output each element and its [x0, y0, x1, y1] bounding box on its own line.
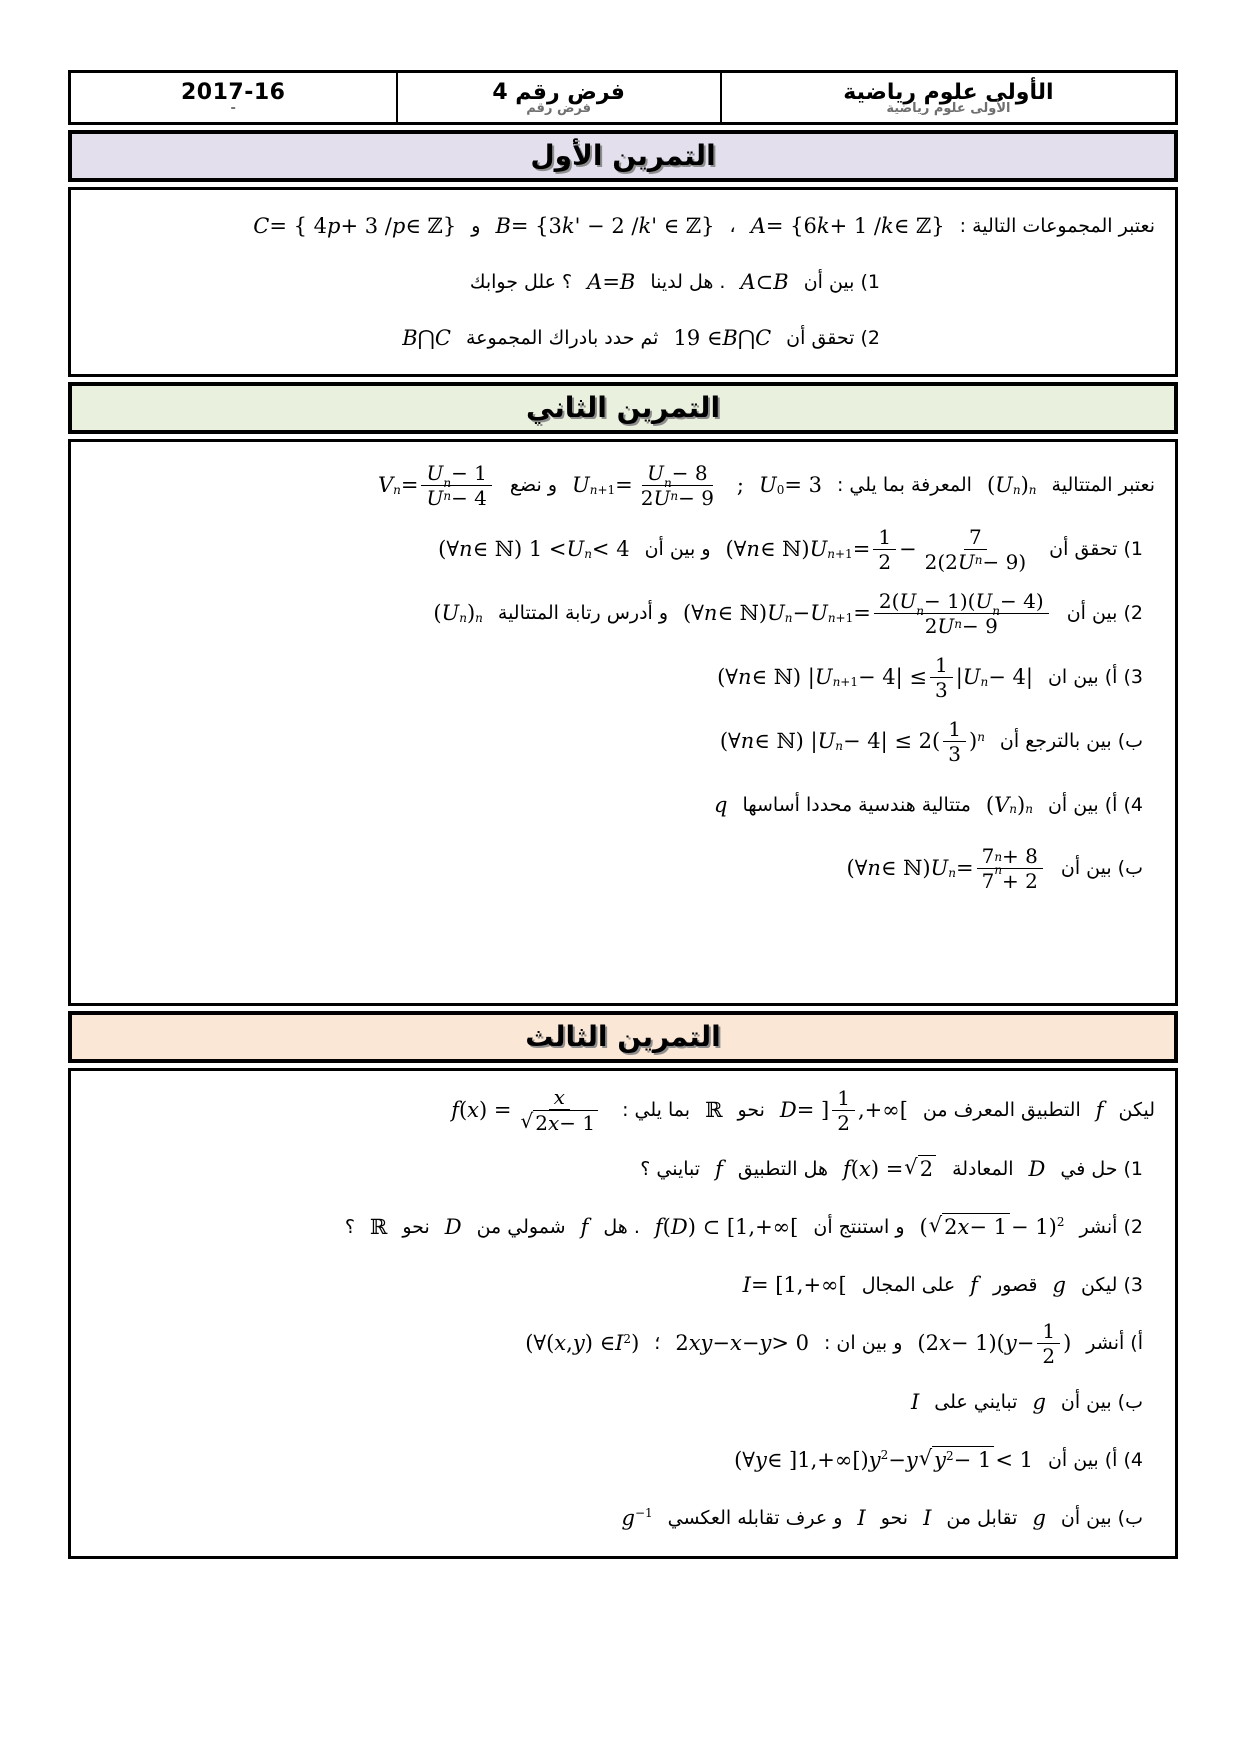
arabic-text: ب) بين أن	[1060, 1390, 1143, 1413]
arabic-text: على المجال	[861, 1273, 956, 1296]
arabic-text: ؟	[344, 1215, 355, 1238]
math-expression: B = {3 k ' − 2 / k ' ∈ ℤ}	[495, 213, 715, 238]
section-title-exercise-1: التمرين الأول	[530, 139, 716, 172]
math-expression: (∀( x , y ) ∈ I $^2$ )	[525, 1331, 640, 1356]
exam-title-shadow-text: فرض رقم	[526, 101, 592, 117]
arabic-text: بما يلي :	[622, 1098, 691, 1121]
math-expression: f	[970, 1272, 978, 1297]
math-expression: f ( x ) = √ 2	[843, 1155, 937, 1182]
arabic-text: أ) أنشر	[1086, 1332, 1143, 1355]
math-expression: g	[1052, 1272, 1066, 1297]
math-expression: (∀ n ∈ ℕ) U n − U n+1 = 2( U $_n$ − 1)( U $_n$ − 4) 2 U n − 9	[683, 589, 1052, 638]
math-expression: I = [1,+∞[	[742, 1272, 847, 1297]
arabic-text: تقابل من	[946, 1506, 1018, 1529]
math-expression: I	[857, 1505, 866, 1530]
exercise-2-body	[68, 439, 1178, 1006]
arabic-text: قصور	[992, 1273, 1038, 1296]
math-expression: V n = U $_n$ − 1 U n − 4	[378, 461, 495, 510]
math-expression: U n+1 = U $_n$ − 8 2 U n − 9	[572, 461, 714, 510]
math-expression: (∀ n ∈ ℕ) | U n+1 − 4| ≤ $\frac{1}{3}$ | U n − 4|	[717, 653, 1033, 702]
math-expression: (∀ n ∈ ℕ) U n+1 = $\frac{1}{2}$ − 7 2(2 U n − 9)	[725, 525, 1027, 574]
arabic-text: . هل	[603, 1215, 640, 1238]
arabic-text: شمولي من	[476, 1215, 566, 1238]
arabic-text: 1) بين أن	[803, 270, 880, 293]
year-shadow-text: -	[230, 101, 236, 117]
math-expression: q	[714, 792, 728, 817]
math-expression: f ( D ) ⊂ [1,+∞[	[654, 1214, 799, 1239]
arabic-text: و أدرس رتابة المتتالية	[497, 602, 669, 625]
arabic-text: تبايني على	[934, 1390, 1018, 1413]
arabic-text: متتالية هندسية محددا أساسها	[742, 793, 971, 816]
arabic-text: 2) أنشر	[1079, 1215, 1143, 1238]
year-text: 2017-16	[181, 79, 286, 105]
math-expression: ( √ 2 x − 1 − 1) $^2$	[919, 1213, 1065, 1240]
math-expression: (∀ n ∈ ℕ) 1 < U n < 4	[438, 537, 630, 562]
section-band-exercise-2	[68, 382, 1178, 434]
math-expression: g	[1032, 1389, 1046, 1414]
math-expression: I	[910, 1389, 920, 1414]
content-line	[71, 1374, 1175, 1430]
arabic-text: نعتبر المجموعات التالية :	[959, 214, 1155, 237]
math-expression: (2 x − 1)( y − $\frac{1}{2}$ )	[917, 1319, 1072, 1368]
math-expression: C = { 4 p + 3 / p ∈ ℤ}	[253, 213, 457, 238]
content-line	[71, 1081, 1175, 1139]
arabic-text: نعتبر المتتالية	[1051, 474, 1155, 497]
math-expression: f	[1095, 1097, 1104, 1122]
math-expression: A = {6 k + 1 / k ∈ ℤ}	[750, 213, 945, 238]
header-class-cell	[722, 73, 1175, 122]
arabic-text: هل التطبيق	[737, 1157, 828, 1180]
math-expression: f ( x ) = x √ 2 x − 1	[451, 1085, 607, 1135]
content-line	[71, 521, 1175, 578]
math-expression: ;	[736, 473, 744, 498]
arabic-text: و	[471, 214, 481, 237]
math-expression: A ⊂ B	[740, 269, 789, 294]
arabic-text: . هل لدينا	[650, 270, 726, 293]
content-line	[71, 310, 1175, 366]
arabic-text: و عرف تقابله العكسي	[667, 1506, 843, 1529]
arabic-text: 3) أ) بين ان	[1047, 666, 1143, 689]
math-expression: (∀ n ∈ ℕ) | U n − 4| ≤ 2( $\frac{1}{3}$ ) $^n$	[719, 717, 985, 766]
class-level-text: الأولى علوم رياضية	[843, 79, 1054, 105]
math-expression: ( V n ) n	[985, 792, 1033, 817]
content-line	[71, 1432, 1175, 1488]
content-line	[71, 198, 1175, 254]
math-expression: ( U n ) n	[986, 473, 1037, 498]
exam-title-text: فرض رقم 4	[492, 79, 625, 105]
arabic-text: و بين أن	[644, 538, 711, 561]
arabic-text: 3) ليكن	[1080, 1273, 1143, 1296]
arabic-text: ثم حدد بادراك المجموعة	[465, 326, 659, 349]
math-expression: f	[715, 1156, 723, 1181]
arabic-text: المعرفة بما يلي :	[836, 474, 972, 497]
arabic-text: ؟ علل جوابك	[469, 270, 573, 293]
math-expression: D	[1028, 1156, 1046, 1181]
arabic-text: و نضع	[509, 474, 557, 497]
arabic-text: تبايني ؟	[640, 1157, 701, 1180]
math-expression: 2 xy − x − y > 0	[675, 1331, 809, 1356]
exercise-1-body	[68, 187, 1178, 377]
content-line	[71, 254, 1175, 310]
math-expression: g	[1032, 1505, 1046, 1530]
math-expression: (∀ n ∈ ℕ) U n = 7 n + 8 7 $^n$ + 2	[847, 844, 1046, 893]
content-line	[71, 713, 1175, 770]
math-expression: A = B	[587, 269, 636, 294]
content-line	[71, 840, 1175, 897]
math-expression: ℝ	[705, 1097, 723, 1122]
math-expression: U 0 = 3	[759, 473, 822, 498]
section-title-exercise-3: التمرين الثالث	[525, 1020, 721, 1053]
header-year-cell	[71, 73, 398, 122]
math-expression: 19 ∈ B ⋂ C	[673, 325, 772, 350]
arabic-text: ،	[729, 214, 736, 237]
arabic-text: نحو	[402, 1215, 430, 1238]
arabic-text: ب) بين بالترجع أن	[999, 730, 1143, 753]
arabic-text: ب) بين أن	[1060, 1506, 1143, 1529]
content-line	[71, 1199, 1175, 1255]
content-line	[71, 777, 1175, 833]
arabic-text: ؛	[654, 1332, 661, 1355]
exam-content	[68, 70, 1178, 1559]
arabic-text: 1) حل في	[1060, 1157, 1143, 1180]
section-band-exercise-1	[68, 130, 1178, 182]
section-band-exercise-3	[68, 1011, 1178, 1063]
arabic-text: 4) أ) بين أن	[1047, 793, 1143, 816]
arabic-text: ليكن	[1118, 1098, 1155, 1121]
content-line	[71, 649, 1175, 706]
content-line	[71, 1315, 1175, 1372]
content-line	[71, 1490, 1175, 1546]
content-line	[71, 1257, 1175, 1313]
arabic-text: 2) تحقق أن	[786, 326, 880, 349]
math-expression: f	[580, 1214, 589, 1239]
math-expression: B ⋂ C	[402, 325, 451, 350]
arabic-text: التطبيق المعرف من	[922, 1098, 1081, 1121]
arabic-text: 4) أ) بين أن	[1047, 1448, 1143, 1471]
math-expression: ( U n ) n	[433, 601, 483, 626]
arabic-text: نحو	[880, 1506, 909, 1529]
section-title-exercise-2: التمرين الثاني	[525, 391, 721, 424]
content-line	[71, 457, 1175, 514]
content-line	[71, 585, 1175, 642]
math-expression: I	[923, 1505, 932, 1530]
exercise-3-body	[68, 1068, 1178, 1559]
header-exam-cell	[398, 73, 722, 122]
arabic-text: و بين ان :	[823, 1332, 903, 1355]
content-line	[71, 1141, 1175, 1197]
arabic-text: المعادلة	[952, 1157, 1014, 1180]
math-expression: D	[444, 1214, 462, 1239]
math-expression: g $^{-1}$	[621, 1505, 653, 1530]
arabic-text: و استنتج أن	[813, 1215, 905, 1238]
class-level-shadow-text: الأولى علوم رياضية	[886, 101, 1011, 117]
header-table	[68, 70, 1178, 125]
arabic-text: 1) تحقق أن	[1049, 538, 1143, 561]
math-expression: D = ] $\frac{1}{2}$ ,+∞[	[779, 1085, 908, 1135]
arabic-text: 2) بين أن	[1066, 602, 1143, 625]
arabic-text: ب) بين أن	[1060, 857, 1143, 880]
math-expression: (∀ y ∈ ]1,+∞[) y $^2$ − y √ y $^2$ − 1 < 1	[734, 1446, 1033, 1473]
arabic-text: نحو	[737, 1098, 765, 1121]
math-expression: ℝ	[369, 1214, 388, 1239]
